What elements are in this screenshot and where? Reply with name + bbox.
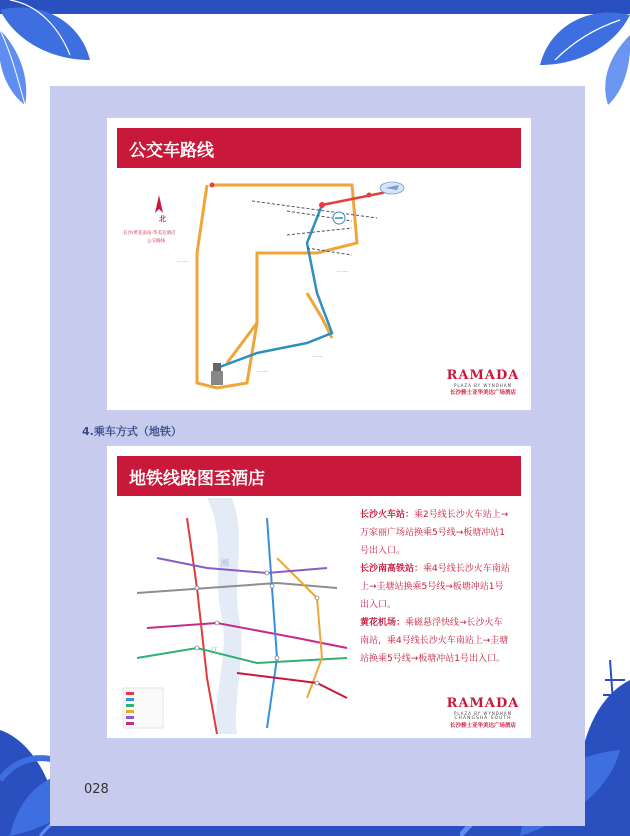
- bus-route-card: [107, 118, 531, 410]
- bus-card-header: [117, 128, 521, 168]
- metro-legend: [123, 688, 163, 728]
- route-item: 黄花机场：乘磁悬浮快线→长沙火车南站，乘4号线长沙火车南站上→圭塘站换乘5号线→板塘冲站1号出入口。: [360, 618, 509, 664]
- brand-hotel-name: 长沙雅士亚华美达广场酒店: [449, 390, 516, 396]
- metro-card-header: [117, 456, 521, 496]
- station-icon: [333, 212, 345, 224]
- section-label-metro: 4.乘车方式（地铁）: [82, 425, 182, 438]
- svg-text:··········: ··········: [337, 270, 349, 274]
- page-number: 028: [84, 782, 109, 797]
- svg-text:··········: ··········: [257, 370, 269, 374]
- metro-brand-name: RAMADA: [446, 696, 520, 711]
- north-arrow-icon: [155, 195, 163, 213]
- route-item: 长沙火车站：乘2号线长沙火车站上→万家丽广场站换乘5号线→板塘冲站1号出入口。: [360, 510, 509, 556]
- brand-name: RAMADA: [446, 368, 520, 383]
- metro-card-title: 地铁线路图至酒店: [129, 468, 265, 489]
- metro-map: [117, 498, 357, 734]
- bus-card-title: 公交车路线: [129, 140, 214, 161]
- north-label: 北: [159, 215, 166, 223]
- airport-icon: [380, 182, 404, 194]
- svg-text:··········: ··········: [177, 260, 189, 264]
- metro-card-brand: [441, 696, 525, 729]
- metro-brand-location: CHANGSHA SOUTH: [454, 716, 512, 721]
- map-caption-line-1: 长沙/黄花南站-华美达酒店: [123, 231, 176, 236]
- metro-brand-hotel-name: 长沙雅士亚华美达广场酒店: [449, 723, 516, 729]
- metro-route-instructions: [360, 506, 510, 668]
- bus-card-brand: [441, 368, 525, 396]
- route-item: 长沙南高铁站：乘4号线长沙火车南站上→圭塘站换乘5号线→板塘冲站1号出入口。: [360, 564, 510, 610]
- river-char-1: 湘: [220, 559, 230, 569]
- brand-subtitle: PLAZA BY WYNDHAM: [453, 383, 513, 388]
- map-caption-line-2: 公交路线: [147, 239, 165, 244]
- river-char-2: 江: [210, 647, 220, 657]
- metro-brand-subtitle: PLAZA BY WYNDHAM: [453, 711, 513, 716]
- svg-text:··········: ··········: [312, 355, 324, 359]
